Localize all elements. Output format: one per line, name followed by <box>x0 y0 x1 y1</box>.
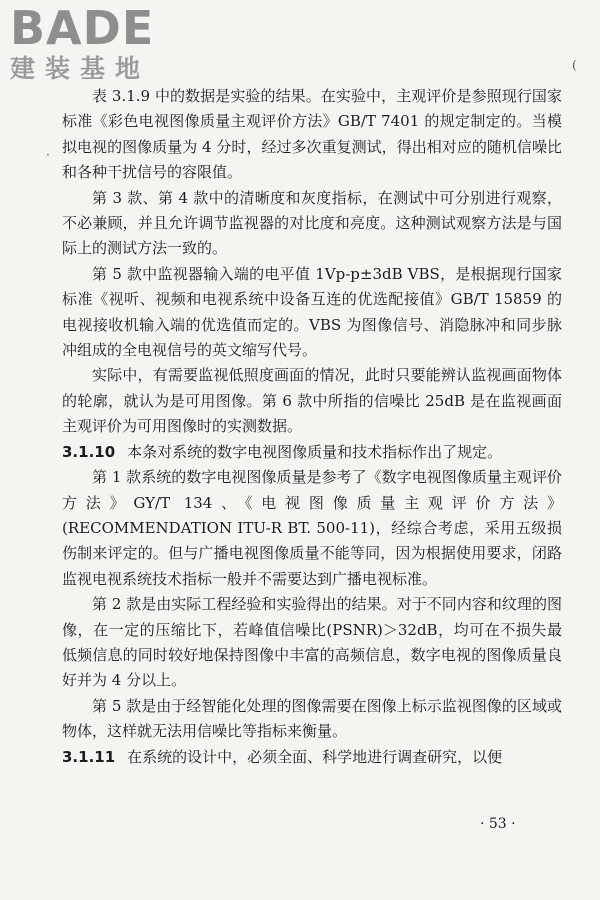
section-text: 本条对系统的数字电视图像质量和技术指标作出了规定。 <box>127 442 503 461</box>
logo-mark: BADE <box>10 1 155 55</box>
section-text: 在系统的设计中，必须全面、科学地进行调查研究，以便 <box>127 747 503 766</box>
paragraph-digital-clause-5: 第 5 款是由于经智能化处理的图像需要在图像上标示监视图像的区域或物体，这样就无法用信噪比等指标来衡量。 <box>62 696 562 741</box>
document-body <box>62 84 562 770</box>
bade-logo <box>10 1 180 84</box>
paragraph-low-light: 实际中，有需要监视低照度画面的情况，此时只要能辨认监视画面物体的轮廓，就认为是可用图像。第 6 款中所指的信噪比 25dB 是在监视画面主观评价为可用图像时的实测数据。 <box>62 366 562 436</box>
section-3-1-11 <box>62 745 562 770</box>
paragraph-digital-clause-2: 第 2 款是由实际工程经验和实验得出的结果。对于不同内容和纹理的图像，在一定的压缩比下，若峰值信噪比(PSNR)＞32dB，均可在不损失最低频信息的同时较好地保持图像中丰富的高频信息，数字电视的图像质量良好并为 4 分以上。 <box>62 595 562 690</box>
scan-dot: · <box>46 148 50 162</box>
section-3-1-10 <box>62 440 562 465</box>
logo-subtitle: 建装基地 <box>10 54 151 83</box>
section-number: 3.1.11 <box>62 747 116 766</box>
paragraph-clause-3-4: 第 3 款、第 4 款中的清晰度和灰度指标，在测试中可分别进行观察，不必兼顾，并且允许调节监视器的对比度和亮度。这种测试观察方法是与国际上的测试方法一致的。 <box>62 188 562 258</box>
paragraph-clause-5: 第 5 款中监视器输入端的电平值 1Vp-p±3dB VBS，是根据现行国家标准《视听、视频和电视系统中设备互连的优选配接值》GB/T 15859 的电视接收机输入端的优选值而定的。VBS 为图像信号、消隐脉冲和同步脉冲组成的全电视信号的英文缩写代号。 <box>62 264 562 360</box>
section-number: 3.1.10 <box>62 442 116 461</box>
paragraph-digital-clause-1: 第 1 款系统的数字电视图像质量是参考了《数字电视图像质量主观评价方法》GY/T 134、《电视图像质量主观评价方法》(RECOMMENDATION ITU-R BT. 500-11)，经综合考虑，采用五级损伤制来评定的。但与广播电视图像质量不能等同，因为根据使用要求，闭路监视电视系统技术指标一般并不需要达到广播电视标准。 <box>62 468 562 588</box>
paragraph-table-3-1-9: 表 3.1.9 中的数据是实验的结果。在实验中，主观评价是参照现行国家标准《彩色电视图像质量主观评价方法》GB/T 7401 的规定制定的。当模拟电视的图像质量为 4 分时，经过多次重复测试，得出相对应的随机信噪比和各种干扰信号的容限值。 <box>62 87 562 182</box>
scan-mark: ( <box>572 58 577 72</box>
page-number: · 53 · <box>480 816 516 832</box>
